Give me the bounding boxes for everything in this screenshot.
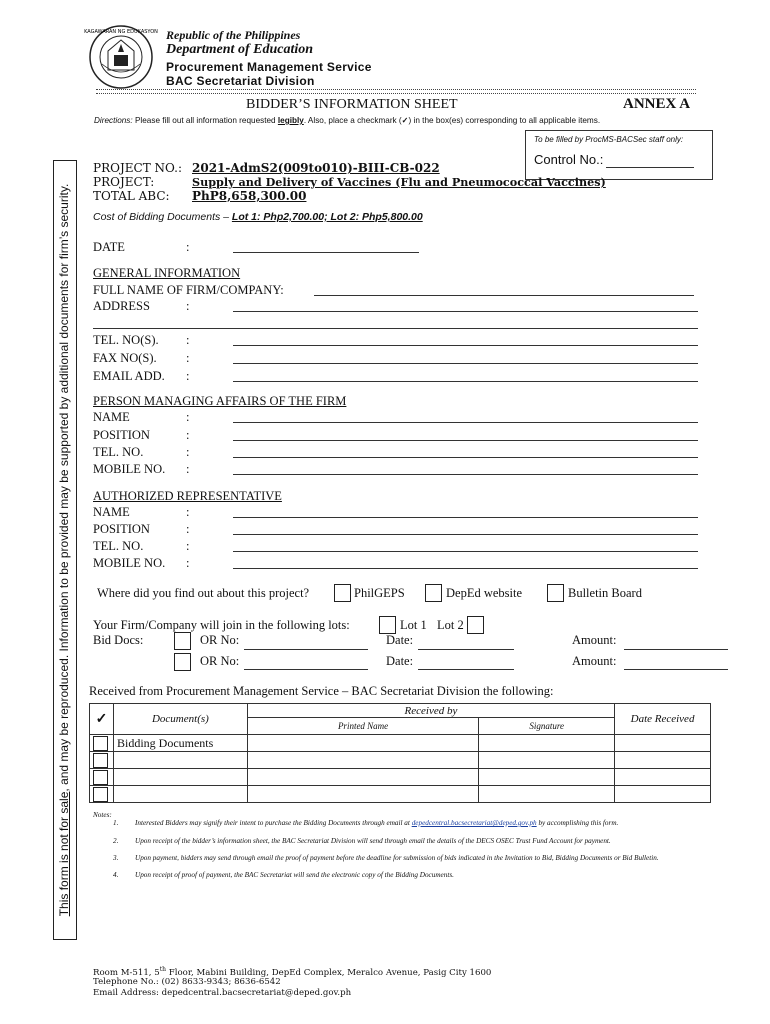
person-name-label: NAME — [93, 410, 130, 424]
person-tel-colon: : — [186, 445, 190, 459]
row-checkbox[interactable] — [93, 787, 108, 802]
date-received-header: Date Received — [615, 704, 711, 735]
footer-address: Room M-511, 5th Floor, Mabini Building, DepEd Complex, Meralco Avenue, Pasig City 1600 — [93, 966, 492, 978]
staff-note: To be filled by ProcMS-BACSec staff only: — [534, 135, 684, 144]
received-intro: Received from Procurement Management Service – BAC Secretariat Division the following: — [89, 684, 554, 698]
annex-label: ANNEX A — [623, 96, 691, 112]
documents-column-header: Document(s) — [113, 704, 247, 735]
row-checkbox[interactable] — [93, 753, 108, 768]
date-label-1: Date: — [386, 633, 414, 647]
lot2-checkbox[interactable] — [467, 616, 484, 634]
amount-field-1[interactable] — [624, 649, 728, 650]
tel-nos-field[interactable] — [233, 345, 698, 346]
directions-text: Directions: Please fill out all information requested legibly. Also, place a checkmark (✓) in the box(es) corresponding to all applicable items. — [94, 116, 601, 125]
lot-date-field-2[interactable] — [418, 669, 514, 670]
row-check-cell — [90, 735, 114, 752]
general-heading: GENERAL INFORMATION — [93, 266, 241, 280]
lot1-checkbox[interactable] — [379, 616, 396, 634]
table-row — [90, 752, 711, 769]
auth-tel-field[interactable] — [233, 551, 698, 552]
person-mobile-label: MOBILE NO. — [93, 462, 166, 476]
or-no-field-2[interactable] — [244, 669, 368, 670]
fax-nos-field[interactable] — [233, 363, 698, 364]
lots-question: Your Firm/Company will join in the following lots: — [93, 618, 350, 632]
note-item: 3. Upon payment, bidders may send through email the proof of payment before the deadline for submission of bids indicated in the Invitation to Bid, Bidding Documents or Bid Bulletin. — [113, 854, 659, 862]
note-item: 1. Interested Bidders may signify their intent to purchase the Bidding Documents through email at depedcentral.bacsecretariat@deped.gov.ph by accomplishing this form. — [113, 819, 619, 827]
auth-name-colon: : — [186, 505, 190, 519]
lot1-label: Lot 1 — [400, 618, 427, 632]
auth-position-field[interactable] — [233, 534, 698, 535]
bulletin-board-label: Bulletin Board — [568, 586, 642, 600]
row-checkbox[interactable] — [93, 736, 108, 751]
amount-field-2[interactable] — [624, 669, 728, 670]
table-row — [90, 735, 711, 752]
row-printed-name-cell[interactable] — [247, 735, 479, 752]
note-item: 4. Upon receipt of proof of payment, the BAC Secretariat will send the electronic copy of the Bidding Documents. — [113, 871, 454, 879]
lot-date-field-1[interactable] — [418, 649, 514, 650]
table-row — [90, 769, 711, 786]
or-no-label-1: OR No: — [200, 633, 240, 647]
received-by-header: Received by — [247, 704, 614, 718]
auth-name-label: NAME — [93, 505, 130, 519]
where-question: Where did you find out about this project? — [97, 586, 310, 600]
date-colon: : — [186, 240, 190, 254]
lot2-label: Lot 2 — [437, 618, 464, 632]
deped-seal — [84, 24, 158, 90]
check-column-header: ✓ — [90, 704, 114, 735]
address-field-2[interactable] — [93, 328, 698, 329]
total-abc-value: PhP8,658,300.00 — [192, 189, 307, 203]
date-label: DATE — [93, 240, 125, 254]
fax-nos-colon: : — [186, 351, 190, 365]
row-checkbox[interactable] — [93, 770, 108, 785]
date-label-2: Date: — [386, 654, 414, 668]
staff-box — [525, 130, 713, 180]
auth-mobile-colon: : — [186, 556, 190, 570]
row-doc-cell[interactable] — [113, 769, 247, 786]
person-tel-label: TEL. NO. — [93, 445, 144, 459]
bid-docs-checkbox-1[interactable] — [174, 632, 191, 650]
header-ornament-divider — [96, 89, 696, 94]
person-position-colon: : — [186, 428, 190, 442]
row-date-cell[interactable] — [615, 735, 711, 752]
auth-name-field[interactable] — [233, 517, 698, 518]
amount-label-1: Amount: — [572, 633, 617, 647]
footer-email: Email Address: depedcentral.bacsecretariat@deped.gov.ph — [93, 988, 352, 998]
project-label: PROJECT: — [93, 175, 155, 189]
date-field[interactable] — [233, 252, 419, 253]
note-item: 2. Upon receipt of the bidder’s information sheet, the BAC Secretariat Division will send through email the details of the DECS OSEC Trust Fund Account for payment. — [113, 837, 611, 845]
auth-position-label: POSITION — [93, 522, 150, 536]
philgeps-checkbox[interactable] — [334, 584, 351, 602]
person-position-field[interactable] — [233, 440, 698, 441]
project-no-label: PROJECT NO.: — [93, 161, 183, 175]
firm-name-label: FULL NAME OF FIRM/COMPANY: — [93, 283, 284, 297]
person-tel-field[interactable] — [233, 457, 698, 458]
auth-tel-label: TEL. NO. — [93, 539, 144, 553]
table-row — [90, 786, 711, 803]
amount-label-2: Amount: — [572, 654, 617, 668]
bid-docs-checkbox-2[interactable] — [174, 653, 191, 671]
auth-mobile-field[interactable] — [233, 568, 698, 569]
row-doc-cell[interactable] — [113, 786, 247, 803]
form-title: BIDDER’S INFORMATION SHEET — [246, 97, 458, 112]
person-position-label: POSITION — [93, 428, 150, 442]
tel-nos-colon: : — [186, 333, 190, 347]
bidding-cost-text: Cost of Bidding Documents – Lot 1: Php2,700.00; Lot 2: Php5,800.00 — [93, 211, 423, 223]
person-name-field[interactable] — [233, 422, 698, 423]
bid-docs-label: Bid Docs: — [93, 633, 144, 647]
received-table — [89, 703, 711, 803]
fax-nos-label: FAX NO(S). — [93, 351, 157, 365]
printed-name-header: Printed Name — [247, 718, 479, 735]
address-colon: : — [186, 299, 190, 313]
address-field-1[interactable] — [233, 311, 698, 312]
deped-website-checkbox[interactable] — [425, 584, 442, 602]
side-note-text: This form is not for sale, and may be reproduced. Information to be provided may be supported by additional documents for firm’s security. — [57, 183, 71, 917]
row-doc-cell[interactable] — [113, 752, 247, 769]
division-heading: BAC Secretariat Division — [166, 74, 315, 88]
philgeps-label: PhilGEPS — [354, 586, 405, 600]
or-no-label-2: OR No: — [200, 654, 240, 668]
address-label: ADDRESS — [93, 299, 150, 313]
row-doc-cell: Bidding Documents — [113, 735, 247, 752]
republic-heading: Republic of the Philippines — [166, 28, 301, 42]
person-mobile-field[interactable] — [233, 474, 698, 475]
auth-tel-colon: : — [186, 539, 190, 553]
or-no-field-1[interactable] — [244, 649, 368, 650]
deped-website-label: DepEd website — [446, 586, 523, 600]
project-no-value: 2021-AdmS2(009to010)-BIII-CB-022 — [192, 161, 440, 175]
footer-phone: Telephone No.: (02) 8633-9343; 8636-6542 — [93, 977, 281, 987]
person-name-colon: : — [186, 410, 190, 424]
auth-position-colon: : — [186, 522, 190, 536]
department-heading: Department of Education — [166, 42, 314, 57]
service-heading: Procurement Management Service — [166, 60, 372, 74]
email-field[interactable] — [233, 381, 698, 382]
control-no-field[interactable] — [606, 167, 694, 168]
svg-text:KAGAWARAN NG EDUKASYON: KAGAWARAN NG EDUKASYON — [84, 29, 158, 35]
total-abc-label: TOTAL ABC: — [93, 189, 170, 203]
email-colon: : — [186, 369, 190, 383]
authorized-heading: AUTHORIZED REPRESENTATIVE — [93, 489, 282, 503]
email-label: EMAIL ADD. — [93, 369, 165, 383]
signature-header: Signature — [479, 718, 615, 735]
notes-label: Notes: — [93, 811, 112, 819]
row-signature-cell[interactable] — [479, 735, 615, 752]
person-mobile-colon: : — [186, 462, 190, 476]
control-no-label: Control No.: — [534, 152, 604, 167]
person-heading: PERSON MANAGING AFFAIRS OF THE FIRM — [93, 394, 347, 408]
auth-mobile-label: MOBILE NO. — [93, 556, 166, 570]
bulletin-board-checkbox[interactable] — [547, 584, 564, 602]
tel-nos-label: TEL. NO(S). — [93, 333, 159, 347]
project-value: Supply and Delivery of Vaccines (Flu and Pneumococcal Vaccines) — [192, 175, 606, 189]
firm-name-field[interactable] — [314, 295, 694, 296]
